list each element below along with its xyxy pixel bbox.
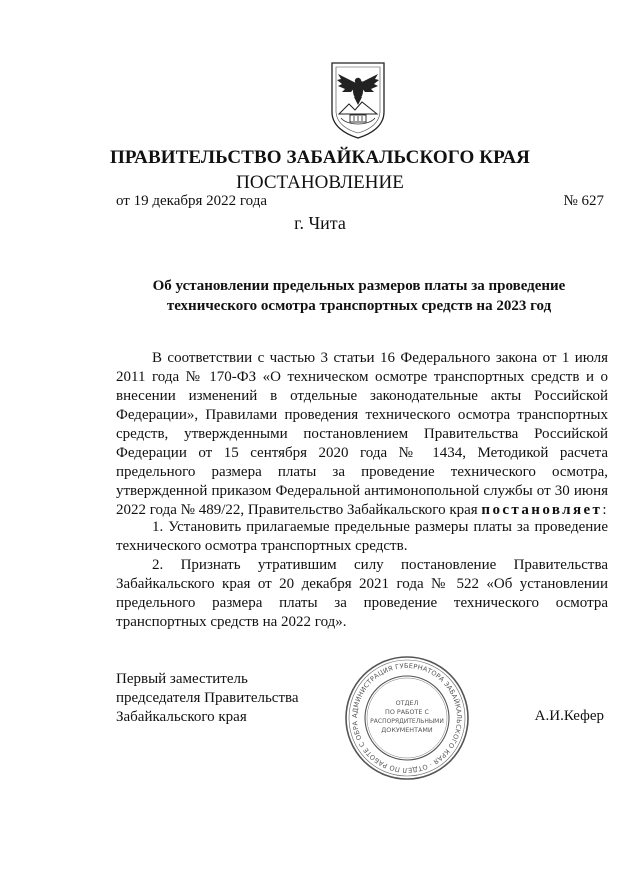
document-city: г. Чита — [294, 213, 346, 233]
decree-item-2: 2. Признать утратившим силу постановление Правительства Забайкальского края от 20 декабря 2021 года № 522 «Об установлении предельного размера платы за проведение технического осмотра транспортных средств на 2022 год». — [116, 557, 608, 630]
eagle-coat-of-arms-icon — [329, 60, 387, 140]
signatory-name: А.И.Кефер — [534, 708, 604, 724]
signatory-position-line: Первый заместитель — [116, 671, 248, 687]
signatory-position-line: Забайкальского края — [116, 709, 247, 725]
document-number: № 627 — [563, 193, 604, 209]
stamp-center-line: ДОКУМЕНТАМИ — [381, 726, 433, 734]
official-round-stamp-icon — [343, 654, 471, 782]
decree-colon: : — [602, 502, 607, 518]
document-date: от 19 декабря 2022 года — [116, 193, 268, 209]
document-title-line: технического осмотра транспортных средств на 2023 год — [166, 298, 552, 314]
preamble-text: В соответствии с частью 3 статьи 16 Федерального закона от 1 июля 2011 года № 170-ФЗ «О техническом осмотре транспортных средств и о внесении изменений в отдельные законодательные акты Российской Федерации», Правилами проведения технического осмотра транспортных средств, утвержденными постановлением Правительства Российской Федерации от 15 сентября 2020 года № 1434, Методикой расчета предельного размера платы за проведение технического осмотра, утвержденной приказом Федеральной антимонопольной службы от 30 июня 2022 года № 489/22, Правительство Забайкальского края — [116, 350, 608, 518]
stamp-ring-text: АДМИНИСТРАЦИЯ ГУБЕРНАТОРА ЗАБАЙКАЛЬСКОГО КРАЯ · ОТДЕЛ ПО РАБОТЕ С ОБРА — [350, 661, 464, 775]
stamp-center-line: РАСПОРЯДИТЕЛЬНЫМИ — [370, 718, 444, 725]
document-title — [116, 276, 602, 316]
organization-title: ПРАВИТЕЛЬСТВО ЗАБАЙКАЛЬСКОГО КРАЯ — [109, 147, 530, 168]
official-stamp — [343, 654, 471, 782]
stamp-center-line: ПО РАБОТЕ С — [385, 708, 429, 716]
document-type: ПОСТАНОВЛЕНИЕ — [236, 172, 404, 193]
decree-item-1: 1. Установить прилагаемые предельные размеры платы за проведение технического осмотра транспортных средств. — [116, 519, 608, 554]
decree-word: постановляет — [481, 502, 603, 518]
signatory-position — [116, 670, 299, 727]
signatory-position-line: председателя Правительства — [116, 690, 299, 706]
stamp-center-line: ОТДЕЛ — [395, 699, 419, 707]
document-title-line: Об установлении предельных размеров платы за проведение — [152, 278, 566, 294]
preamble-paragraph — [116, 349, 608, 520]
coat-of-arms-emblem — [329, 60, 387, 140]
